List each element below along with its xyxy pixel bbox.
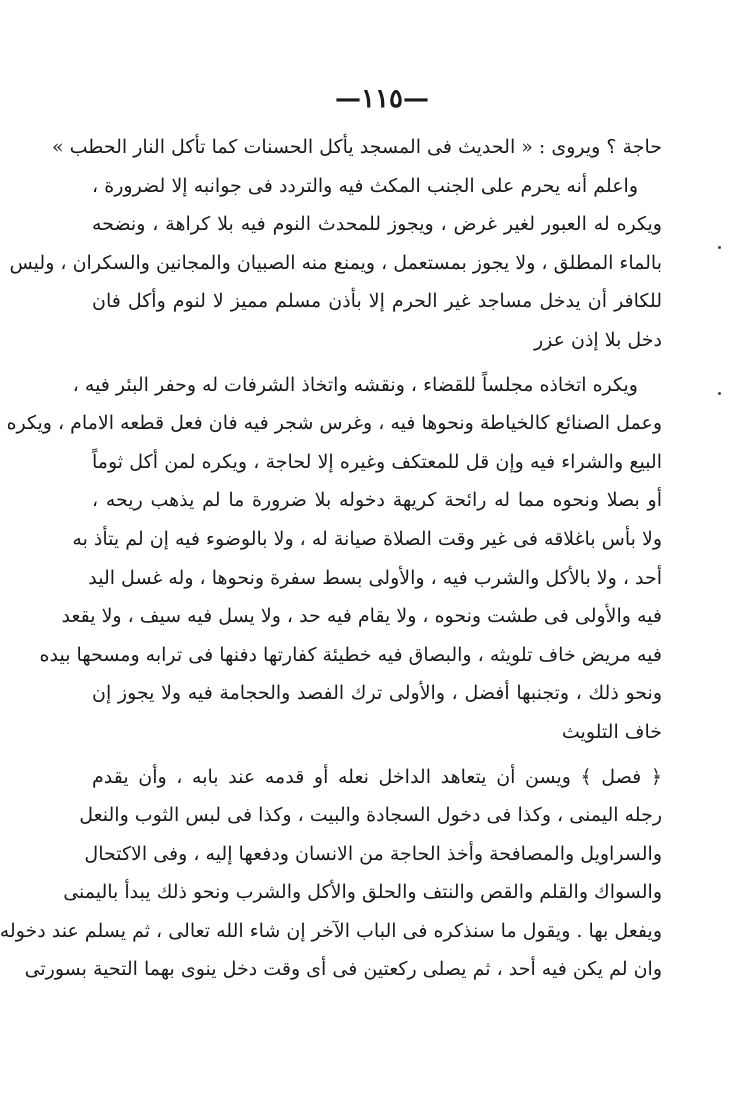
margin-mark (718, 392, 721, 395)
text-line: ولا بأس باغلاقه فى غير وقت الصلاة صيانة له ، ولا بالوضوء فيه إن لم يتأذ به (72, 527, 662, 550)
text-line: ونحو ذلك ، وتجنبها أفضل ، والأولى ترك الفصد والحجامة فيه ولا يجوز إن (92, 682, 662, 705)
text-line: خاف التلويث (561, 720, 662, 743)
text-line: فيه والأولى فى طشت ونحوه ، ولا يقام فيه حد ، ولا يسل فيه سيف ، ولا يقعد (61, 605, 662, 628)
text-line: وعمل الصنائع كالخياطة ونحوها فيه ، وغرس شجر فيه فان فعل قطعه الامام ، ويكره (6, 412, 662, 435)
text-line: البيع والشراء فيه وإن قل للمعتكف وغيره إلا لحاجة ، ويكره لمن أكل ثوماً (92, 450, 662, 473)
text-line: ﴿ فصل ﴾ ويسن أن يتعاهد الداخل نعله أو قدمه عند بابه ، وأن يقدم (92, 765, 662, 788)
text-line: حاجة ؟ ويروى : « الحديث فى المسجد يأكل الحسنات كما تأكل النار الحطب » (51, 136, 662, 158)
text-line: والسواك والقلم والقص والنتف والحلق والأكل والشرب ونحو ذلك يبدأ باليمنى (63, 881, 662, 904)
page-body (0, 128, 662, 989)
paragraph (0, 758, 662, 990)
text-line: وان لم يكن فيه أحد ، ثم يصلى ركعتين فى أى وقت دخل ينوى بهما التحية بسورتى (24, 958, 662, 981)
text-line: والسراويل والمصافحة وأخذ الحاجة من الانسان ودفعها إليه ، وفى الاكتحال (84, 842, 662, 865)
text-line: رجله اليمنى ، وكذا فى دخول السجادة والبيت ، وكذا فى لبس الثوب والنعل (79, 804, 662, 827)
text-line: فيه مريض خاف تلويثه ، والبصاق فيه خطيئة كفارتها دفنها فى ترابه ومسحها بيده (39, 643, 662, 666)
text-line: أو بصلا ونحوه مما له رائحة كريهة دخوله بلا ضرورة ما لم يذهب ريحه ، (92, 489, 662, 512)
text-line: دخل بلا إذن عزر (533, 328, 662, 351)
text-line: واعلم أنه يحرم على الجنب المكث فيه والتردد فى جوانبه إلا لضرورة ، (92, 174, 638, 197)
text-line: أحد ، ولا بالأكل والشرب فيه ، والأولى بسط سفرة ونحوها ، وله غسل اليد (88, 566, 662, 589)
text-line: ويكره اتخاذه مجلساً للقضاء ، ونقشه واتخاذ الشرفات له وحفر البئر فيه ، (72, 373, 638, 396)
paragraph (51, 128, 662, 167)
text-line: ويكره له العبور لغير غرض ، ويجوز للمحدث النوم فيه بلا كراهة ، ونضحه (92, 213, 662, 236)
text-line: بالماء المطلق ، ولا يجوز بمستعمل ، ويمنع منه الصبيان والمجانين والسكران ، وليس (9, 251, 662, 274)
text-line: ويفعل بها . ويقول ما سنذكره فى الباب الآخر إن شاء الله تعالى ، ثم يسلم عند دخوله (0, 919, 662, 942)
page-number: —١١٥— (335, 84, 429, 114)
margin-mark (718, 246, 721, 249)
paragraph (9, 167, 662, 360)
paragraph (6, 366, 662, 752)
text-line: للكافر أن يدخل مساجد غير الحرم إلا بأذن مسلم مميز لا لنوم وأكل فان (92, 290, 662, 313)
